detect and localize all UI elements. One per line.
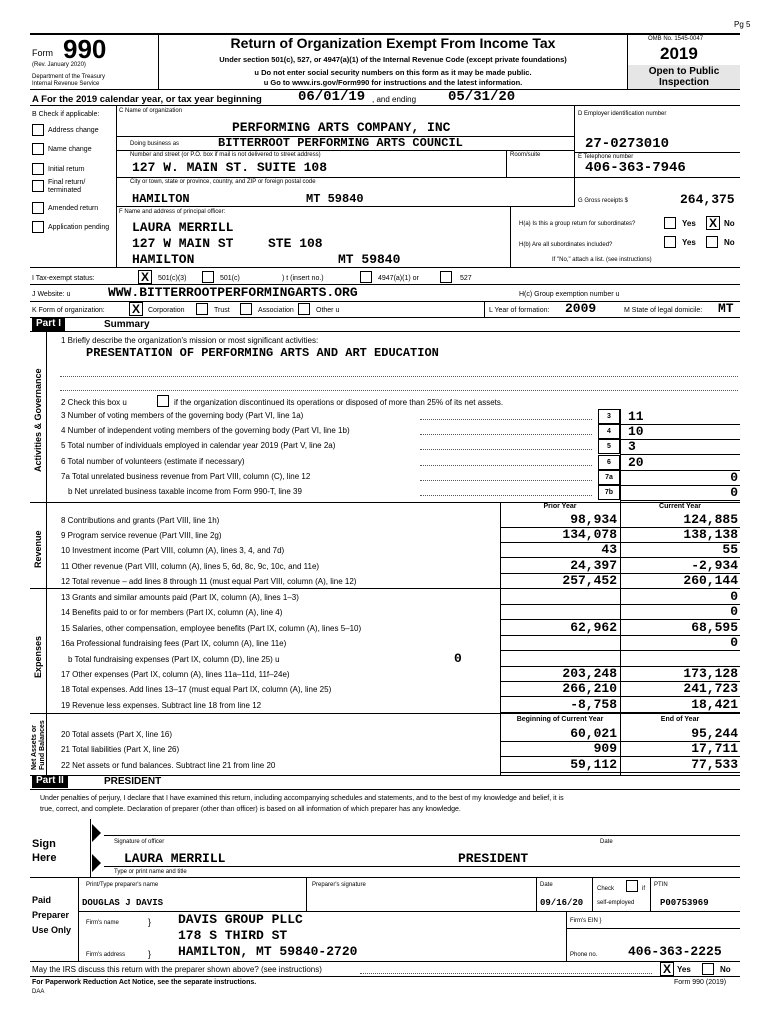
net-line-label: 22 Net assets or fund balances. Subtract line 21 from line 20 xyxy=(61,761,276,770)
gov-revenue-divider xyxy=(30,502,500,503)
part2-rule xyxy=(30,789,740,790)
application-pending-label: Application pending xyxy=(48,224,110,231)
gross-receipts: 264,375 xyxy=(680,192,735,207)
trust-label: Trust xyxy=(214,307,230,314)
initial-return-label: Initial return xyxy=(48,166,85,173)
ein-rule xyxy=(574,152,740,153)
preparer-date: 09/16/20 xyxy=(540,898,584,908)
amended-return-label: Amended return xyxy=(48,205,99,212)
527-label: 527 xyxy=(460,275,472,282)
state-domicile-label: M State of legal domicile: xyxy=(624,307,703,314)
firm-ein-label: Firm's EIN } xyxy=(570,918,602,924)
expense-line-label: 16a Professional fundraising fees (Part IX, column (A), line 11e) xyxy=(61,639,287,648)
type-name-title-label: Type or print name and title xyxy=(114,869,187,875)
here-label: Here xyxy=(32,852,57,864)
expense-prior-value: 62,962 xyxy=(570,620,617,635)
expense-prior-value: -8,758 xyxy=(570,697,617,712)
state-domicile: MT xyxy=(718,301,734,316)
net-boy-value: 909 xyxy=(593,741,617,756)
expense-line-label: 18 Total expenses. Add lines 13–17 (must equal Part IX, column (A), line 25) xyxy=(61,685,332,694)
initial-return-checkbox[interactable] xyxy=(32,163,44,175)
expense-current-value: 18,421 xyxy=(691,697,738,712)
line-k-rule xyxy=(30,317,740,318)
expense-prior-value: 203,248 xyxy=(562,666,617,681)
sign-date-label: Date xyxy=(600,839,613,845)
revenue-current-value: 138,138 xyxy=(683,527,738,542)
expense-line-label: 15 Salaries, other compensation, employee benefits (Part IX, column (A), lines 5–10) xyxy=(61,624,362,633)
line2-text: if the organization discontinued its operations or disposed of more than 25% of its net assets. xyxy=(174,398,504,407)
dba-name: BITTERROOT PERFORMING ARTS COUNCIL xyxy=(218,136,463,150)
gov-line-label: 5 Total number of individuals employed in calendar year 2019 (Part V, line 2a) xyxy=(61,441,336,450)
prep-check-divider xyxy=(592,877,593,911)
hb-yes-checkbox[interactable] xyxy=(664,236,676,248)
name-change-checkbox[interactable] xyxy=(32,143,44,155)
amount-col-left-rule xyxy=(500,502,501,775)
gov-line-value: 0 xyxy=(730,470,738,485)
prep-ptin-divider xyxy=(650,877,651,911)
hb-label: H(b) Are all subordinates included? xyxy=(519,242,613,248)
revenue-prior-value: 134,078 xyxy=(562,527,617,542)
preparer-date-label: Date xyxy=(540,882,553,888)
sign-arrow-2-icon xyxy=(92,854,101,872)
expense-prior-value: 266,210 xyxy=(562,681,617,696)
4947-label: 4947(a)(1) or xyxy=(378,275,419,282)
gov-line-number: 3 xyxy=(598,409,620,424)
side-activities-governance: Activities & Governance xyxy=(33,368,43,472)
eoy-header: End of Year xyxy=(660,716,700,723)
col-b-divider xyxy=(116,105,117,267)
gov-line-dots xyxy=(420,434,592,435)
expense-line-label: 19 Revenue less expenses. Subtract line 18 from line 12 xyxy=(61,701,262,710)
gov-line-value: 3 xyxy=(628,439,636,454)
firm-address-bracket: } xyxy=(148,949,152,959)
firm-name-label: Firm's name xyxy=(86,920,119,926)
corporation-checkbox[interactable]: X xyxy=(129,302,143,316)
daa: DAA xyxy=(32,989,45,995)
gov-line-rule xyxy=(620,500,740,501)
dba-label: Doing business as xyxy=(130,141,180,147)
footer-rule xyxy=(30,976,740,977)
preparer-phone: 406-363-2225 xyxy=(628,944,722,959)
revenue-line-label: 10 Investment income (Part VIII, column (A), lines 3, 4, and 7d) xyxy=(61,546,285,555)
line-l-divider xyxy=(484,301,485,317)
application-pending-checkbox[interactable] xyxy=(32,221,44,233)
net-line-label: 20 Total assets (Part X, line 16) xyxy=(61,730,173,739)
exempt-status-label: I Tax-exempt status: xyxy=(32,275,95,282)
501c3-checkbox[interactable]: X xyxy=(138,270,152,284)
officer-city: HAMILTON xyxy=(132,252,195,267)
inspection: Inspection xyxy=(658,77,709,88)
officer-name: LAURA MERRILL xyxy=(132,220,234,235)
other-label: Other u xyxy=(316,307,340,314)
sign-bottom-rule xyxy=(30,877,740,878)
side-expenses: Expenses xyxy=(33,635,43,678)
ha-no-checkbox[interactable]: X xyxy=(706,216,720,230)
final-return-checkbox[interactable] xyxy=(32,180,44,192)
revision: (Rev. January 2020) xyxy=(32,62,86,68)
current-year-header: Current Year xyxy=(659,503,701,510)
prior-year-header: Prior Year xyxy=(543,503,577,510)
irs-discuss-label: May the IRS discuss this return with the preparer shown above? (see instructions) xyxy=(32,965,322,974)
final-return-label: Final return/ xyxy=(48,179,86,186)
revenue-current-value: 55 xyxy=(722,542,738,557)
instructions-link: u Go to www.irs.gov/Form990 for instructions and the latest information. xyxy=(263,78,523,87)
revenue-prior-value: 257,452 xyxy=(562,573,617,588)
sig-line[interactable] xyxy=(104,835,740,836)
association-label: Association xyxy=(258,307,294,314)
expense-current-value: 68,595 xyxy=(691,620,738,635)
revenue-prior-value: 43 xyxy=(601,542,617,557)
gov-line-value: 0 xyxy=(730,485,738,500)
form-of-org-label: K Form of organization: xyxy=(32,307,105,314)
expense-current-value: 0 xyxy=(730,589,738,604)
if-label: if xyxy=(642,886,645,892)
trust-checkbox[interactable] xyxy=(196,303,208,315)
insert-no-label: ) t (insert no.) xyxy=(282,275,324,282)
expense-line-label: 13 Grants and similar amounts paid (Part IX, column (A), lines 1–3) xyxy=(61,593,299,602)
other-checkbox[interactable] xyxy=(298,303,310,315)
check-label: Check xyxy=(597,886,615,892)
gov-line-dots xyxy=(420,480,592,481)
check-applicable-label: B Check if applicable: xyxy=(32,111,100,118)
city-rule xyxy=(116,206,574,207)
gov-line-dots xyxy=(420,495,592,496)
sign-divider xyxy=(90,819,91,877)
corporation-label: Corporation xyxy=(148,307,185,314)
org-city: HAMILTON xyxy=(132,192,190,206)
expense-line-label: 17 Other expenses (Part IX, column (A), lines 11a–11d, 11f–24e) xyxy=(61,670,290,679)
address-change-label: Address change xyxy=(48,127,99,134)
line-a-label: A For the 2019 calendar year, or tax year beginning xyxy=(32,94,262,105)
phone-value: 406-363-7946 xyxy=(585,160,686,176)
preparer-signature-label: Preparer's signature xyxy=(312,882,366,888)
and-ending: , and ending xyxy=(372,95,417,104)
omb-number: OMB No. 1545-0047 xyxy=(648,36,704,42)
ha-label: H(a) Is this a group return for subordinates? xyxy=(519,221,636,227)
officer-signature-label: Signature of officer xyxy=(114,839,165,845)
tax-year-begin: 06/01/19 xyxy=(298,89,366,105)
hc-label: H(c) Group exemption number u xyxy=(519,291,620,298)
org-street: 127 W. MAIN ST. SUITE 108 xyxy=(132,160,328,175)
website-label: J Website: u xyxy=(32,291,71,298)
net-boy-value: 60,021 xyxy=(570,726,617,741)
ptin-label: PTIN xyxy=(654,882,668,888)
part2-tag: Part II xyxy=(32,775,68,788)
mission-statement: PRESENTATION OF PERFORMING ARTS AND ART EDUCATION xyxy=(86,346,439,360)
declaration-1: Under penalties of perjury, I declare that I have examined this return, including accompanying schedules and statements, and to the best of my knowledge and belief, it is xyxy=(40,795,564,802)
revenue-current-value: 124,885 xyxy=(683,512,738,527)
501c-checkbox[interactable] xyxy=(202,271,214,283)
mission-dots-1 xyxy=(60,376,738,377)
declaration-2: true, correct, and complete. Declaration of preparer (other than officer) is based on all information of which preparer has any knowledge. xyxy=(40,806,461,813)
address-change-checkbox[interactable] xyxy=(32,124,44,136)
firm-address-1: 178 S THIRD ST xyxy=(178,928,288,943)
net-eoy-value: 17,711 xyxy=(691,741,738,756)
revenue-line-label: 12 Total revenue – add lines 8 through 11 (must equal Part VIII, column (A), line 12) xyxy=(61,577,357,586)
discuss-dots xyxy=(360,973,652,974)
paid-label: Paid xyxy=(32,895,52,905)
preparer-label: Preparer xyxy=(32,910,70,920)
sign-arrow-icon xyxy=(92,824,101,842)
officer-label: F Name and address of principal officer: xyxy=(119,209,226,215)
expense-current-value: 241,723 xyxy=(683,681,738,696)
side-divider xyxy=(46,331,47,775)
firm-address-label: Firm's address xyxy=(86,952,126,958)
revenue-current-value: -2,934 xyxy=(691,558,738,573)
side-net-assets: Net Assets or Fund Balances xyxy=(31,720,46,770)
tax-year: 2019 xyxy=(660,44,698,63)
501c3-label: 501(c)(3) xyxy=(158,275,187,282)
gov-line-label: 4 Number of independent voting members of the governing body (Part VI, line 1b) xyxy=(61,426,350,435)
side-revenue: Revenue xyxy=(33,530,43,568)
boy-header: Beginning of Current Year xyxy=(516,716,604,723)
line1-label: 1 Briefly describe the organization's mission or most significant activities: xyxy=(61,336,319,345)
form-word: Form xyxy=(32,48,53,58)
527-checkbox[interactable] xyxy=(440,271,452,283)
paperwork-notice: For Paperwork Reduction Act Notice, see the separate instructions. xyxy=(32,979,257,986)
firm-name-bracket: } xyxy=(148,917,152,927)
gov-line-number: 7b xyxy=(598,485,620,500)
mission-dots-2 xyxy=(60,390,738,391)
col-h-divider xyxy=(510,207,511,267)
revenue-current-value: 260,144 xyxy=(683,573,738,588)
self-employed-label: self-employed xyxy=(597,900,635,906)
line-a-rule xyxy=(30,105,740,106)
hb-yes-label: Yes xyxy=(682,238,696,247)
expense-line-label: 14 Benefits paid to or for members (Part IX, column (A), line 4) xyxy=(61,608,283,617)
ha-yes-label: Yes xyxy=(682,219,696,228)
discuss-no-checkbox[interactable] xyxy=(702,963,714,975)
header-bottom-rule xyxy=(30,89,740,90)
line2-label: 2 Check this box u xyxy=(61,398,127,407)
website-value[interactable]: WWW.BITTERROOTPERFORMINGARTS.ORG xyxy=(108,285,358,300)
firm-ein-divider xyxy=(566,911,567,961)
year-formation-label: L Year of formation: xyxy=(489,307,550,314)
self-employed-checkbox[interactable] xyxy=(626,880,638,892)
firm-name: DAVIS GROUP PLLC xyxy=(178,912,303,927)
4947-checkbox[interactable] xyxy=(360,271,372,283)
prep-sig-divider xyxy=(306,877,307,911)
org-state-zip: MT 59840 xyxy=(306,192,364,206)
city-label: City or town, state or province, country, and ZIP or foreign postal code xyxy=(130,179,316,185)
org-name: PERFORMING ARTS COMPANY, INC xyxy=(232,120,451,135)
name-title-line xyxy=(104,866,740,867)
form-title: Return of Organization Exempt From Income Tax xyxy=(230,35,556,51)
gov-line-value: 11 xyxy=(628,409,644,424)
gov-line-rule xyxy=(620,439,740,440)
part1-tag: Part I xyxy=(32,318,65,331)
expense-line-label: b Total fundraising expenses (Part IX, column (D), line 25) u xyxy=(68,655,280,664)
signing-officer-title: PRESIDENT xyxy=(458,851,529,866)
street-rule xyxy=(116,177,574,178)
revenue-expense-divider xyxy=(30,588,740,589)
street-label: Number and street (or P.O. box if mail is not delivered to street address) xyxy=(130,152,321,158)
terminated-label: terminated xyxy=(48,187,82,194)
revenue-prior-value: 98,934 xyxy=(570,512,617,527)
gross-receipts-label: G Gross receipts $ xyxy=(578,198,629,204)
part1-rule xyxy=(30,331,740,332)
revenue-line-label: 9 Program service revenue (Part VIII, line 2g) xyxy=(61,531,222,540)
revenue-line-label: 11 Other revenue (Part VIII, column (A), lines 5, 6d, 8c, 9c, 10c, and 11e) xyxy=(61,562,320,571)
phone-label: E Telephone number xyxy=(578,154,634,160)
year-formation: 2009 xyxy=(565,301,597,316)
department: Department of the Treasury xyxy=(32,74,106,80)
gov-line-value: 20 xyxy=(628,455,644,470)
preparer-name-label: Print/Type preparer's name xyxy=(86,882,159,888)
gov-line-number: 7a xyxy=(598,470,620,485)
line-i-top-rule xyxy=(30,267,740,268)
hb-note: If "No," attach a list. (see instructions) xyxy=(552,257,652,263)
amount-col-mid-rule xyxy=(620,409,621,775)
preparer-name: DOUGLAS J DAVIS xyxy=(82,898,164,908)
preparer-divider xyxy=(78,877,79,961)
phone-rule xyxy=(574,177,740,178)
hb-no-checkbox[interactable] xyxy=(706,236,718,248)
firm-address-2: HAMILTON, MT 59840-2720 xyxy=(178,944,358,959)
revenue-prior-value: 24,397 xyxy=(570,558,617,573)
gov-line-value: 10 xyxy=(628,424,644,439)
gov-line-number: 6 xyxy=(598,455,620,470)
revenue-line-label: 8 Contributions and grants (Part VIII, line 1h) xyxy=(61,516,220,525)
ein-label: D Employer identification number xyxy=(578,111,667,117)
officer-street: 127 W MAIN ST xyxy=(132,236,234,251)
501c-label: 501(c) xyxy=(220,275,240,282)
gov-line-number: 4 xyxy=(598,424,620,439)
room-divider xyxy=(506,150,507,177)
irs: Internal Revenue Service xyxy=(32,81,100,87)
net-eoy-value: 95,244 xyxy=(691,726,738,741)
tax-year-end: 05/31/20 xyxy=(448,89,516,105)
discuss-yes-label: Yes xyxy=(677,965,691,974)
gov-line-dots xyxy=(420,465,592,466)
signing-officer-name: LAURA MERRILL xyxy=(124,851,226,866)
form-number: 990 xyxy=(63,34,107,64)
expense-current-value: 173,128 xyxy=(683,666,738,681)
ha-yes-checkbox[interactable] xyxy=(664,217,676,229)
expense-current-value: 0 xyxy=(730,635,738,650)
part1-title: Summary xyxy=(104,319,150,330)
net-boy-value: 59,112 xyxy=(570,757,617,772)
preparer-ptin: P00753969 xyxy=(660,898,709,908)
expense-current-value: 0 xyxy=(730,604,738,619)
officer-suite: STE 108 xyxy=(268,236,323,251)
use-only-label: Use Only xyxy=(32,925,72,935)
hb-no-label: No xyxy=(724,238,735,247)
org-name-label: C Name of organization xyxy=(119,108,183,114)
gov-line-dots xyxy=(420,449,592,450)
preparer-bottom-rule xyxy=(30,961,740,962)
phone-no-label: Phone no. xyxy=(570,952,598,958)
discuss-no-label: No xyxy=(720,965,731,974)
line16b-value: 0 xyxy=(454,651,462,666)
association-checkbox[interactable] xyxy=(240,303,252,315)
room-suite-label: Room/suite xyxy=(510,152,541,158)
gov-line-number: 5 xyxy=(598,439,620,454)
ha-no-label: No xyxy=(724,219,735,228)
header-divider-left xyxy=(158,33,159,89)
discuss-yes-checkbox[interactable]: X xyxy=(660,962,674,976)
amended-return-checkbox[interactable] xyxy=(32,202,44,214)
open-public: Open to Public xyxy=(648,66,720,77)
col-d-divider xyxy=(574,105,575,207)
part2-title: PRESIDENT xyxy=(104,776,162,787)
ssn-warning: u Do not enter social security numbers on this form as it may be made public. xyxy=(254,68,532,77)
discontinued-checkbox[interactable] xyxy=(157,395,169,407)
net-eoy-value: 77,533 xyxy=(691,757,738,772)
page-number: Pg 5 xyxy=(734,20,751,29)
prep-date-divider xyxy=(536,877,537,911)
firm-ein-rule xyxy=(566,928,740,929)
gov-line-label: b Net unrelated business taxable income from Form 990-T, line 39 xyxy=(68,487,302,496)
gov-line-label: 3 Number of voting members of the governing body (Part VI, line 1a) xyxy=(61,411,304,420)
gov-line-label: 7a Total unrelated business revenue from Part VIII, column (C), line 12 xyxy=(61,472,311,481)
sign-label: Sign xyxy=(32,838,56,850)
expenses-net-divider xyxy=(30,713,740,714)
form-subtitle: Under section 501(c), 527, or 4947(a)(1) of the Internal Revenue Code (except private foundations) xyxy=(219,55,567,64)
net-line-label: 21 Total liabilities (Part X, line 26) xyxy=(61,745,180,754)
ein-value: 27-0273010 xyxy=(585,136,670,152)
gov-line-label: 6 Total number of volunteers (estimate if necessary) xyxy=(61,457,245,466)
name-change-label: Name change xyxy=(48,146,92,153)
gov-line-dots xyxy=(420,419,592,420)
form-reference: Form 990 (2019) xyxy=(674,979,727,986)
officer-state-zip: MT 59840 xyxy=(338,252,401,267)
